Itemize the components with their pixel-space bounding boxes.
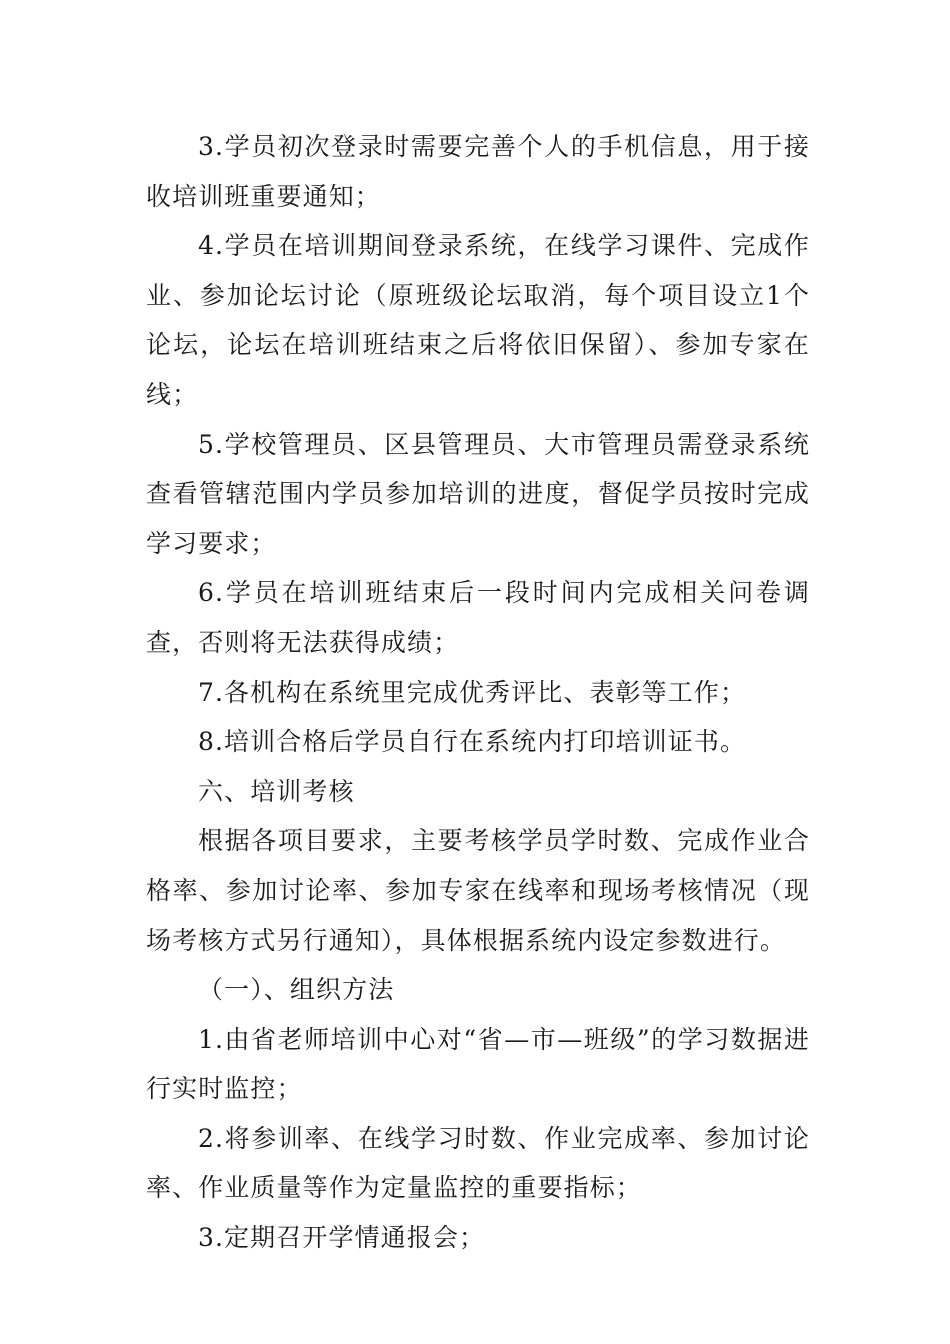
- section-heading-training-assessment: 六、培训考核: [198, 776, 355, 806]
- list-item-8-print-certificate: 8.培训合格后学员自行在系统内打印培训证书。: [198, 727, 747, 757]
- list-item-6-questionnaire: 6.学员在培训班结束后一段时间内完成相关问卷调查，否则将无法获得成绩；: [146, 578, 810, 657]
- list-item-7-evaluation: 7.各机构在系统里完成优秀评比、表彰等工作；: [198, 677, 747, 707]
- list-item-5-admin-supervision: 5.学校管理员、区县管理员、大市管理员需登录系统查看管辖范围内学员参加培训的进度，督促学员按时完成学习要求；: [146, 429, 810, 558]
- list-item-3-briefing-meeting: 3.定期召开学情通报会；: [198, 1223, 486, 1253]
- assessment-description: 根据各项目要求，主要考核学员学时数、完成作业合格率、参加讨论率、参加专家在线率和现场考核情况（现场考核方式另行通知），具体根据系统内设定参数进行。: [146, 826, 810, 955]
- list-item-3-login-phone-info: 3.学员初次登录时需要完善个人的手机信息，用于接收培训班重要通知；: [146, 132, 810, 211]
- list-item-1-realtime-monitoring: 1.由省老师培训中心对“省—市—班级”的学习数据进行实时监控；: [146, 1024, 810, 1104]
- list-item-4-online-study: 4.学员在培训期间登录系统，在线学习课件、完成作业、参加论坛讨论（原班级论坛取消，每个项目设立1个论坛，论坛在培训班结束之后将依旧保留）、参加专家在线；: [146, 231, 810, 409]
- sub-heading-organization-method: （一）、组织方法: [198, 975, 395, 1005]
- document-page: [146, 122, 810, 1263]
- list-item-2-quantitative-indicators: 2.将参训率、在线学习时数、作业完成率、参加讨论率、作业质量等作为定量监控的重要指标；: [146, 1123, 810, 1203]
